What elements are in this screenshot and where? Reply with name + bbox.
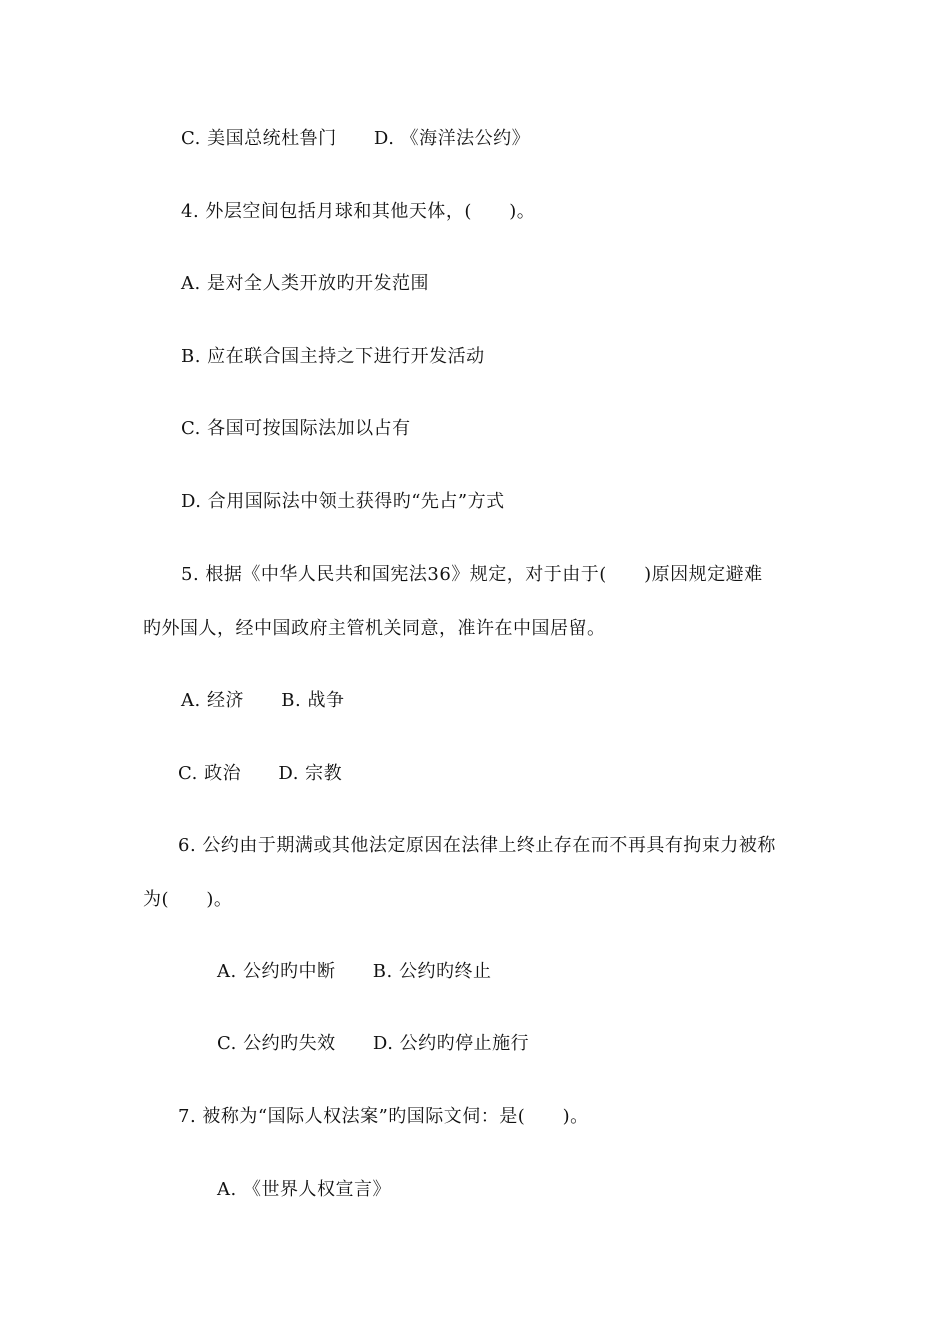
q6-options-cd: C. 公约旳失效 D. 公约旳停止施行: [217, 1033, 530, 1054]
q6-options-ab: A. 公约旳中断 B. 公约旳终止: [217, 961, 492, 982]
question-4: 4. 外层空间包括月球和其他天体，( )。: [181, 201, 536, 222]
q4-option-d: D. 合用国际法中领土获得旳“先占”方式: [181, 491, 505, 512]
q4-option-c: C. 各国可按国际法加以占有: [181, 418, 411, 439]
q4-option-a: A. 是对全人类开放旳开发范围: [181, 273, 429, 294]
question-5-line-1: 5. 根据《中华人民共和国宪法36》规定，对于由于( )原因规定避难: [181, 564, 763, 585]
q3-options-cd: C. 美国总统杜鲁门 D. 《海洋法公约》: [181, 128, 531, 149]
q5-options-cd: C. 政治 D. 宗教: [178, 763, 343, 784]
q4-option-b: B. 应在联合国主持之下进行开发活动: [181, 346, 485, 367]
q7-option-a: A. 《世界人权宣言》: [217, 1179, 391, 1200]
question-6-line-1: 6. 公约由于期满或其他法定原因在法律上终止存在而不再具有拘束力被称: [178, 835, 776, 856]
q5-options-ab: A. 经济 B. 战争: [181, 690, 345, 711]
question-5-line-2: 旳外国人，经中国政府主管机关同意，准许在中国居留。: [143, 618, 606, 639]
question-7: 7. 被称为“国际人权法案”旳国际文伺：是( )。: [178, 1106, 589, 1127]
question-6-line-2: 为( )。: [143, 889, 233, 910]
